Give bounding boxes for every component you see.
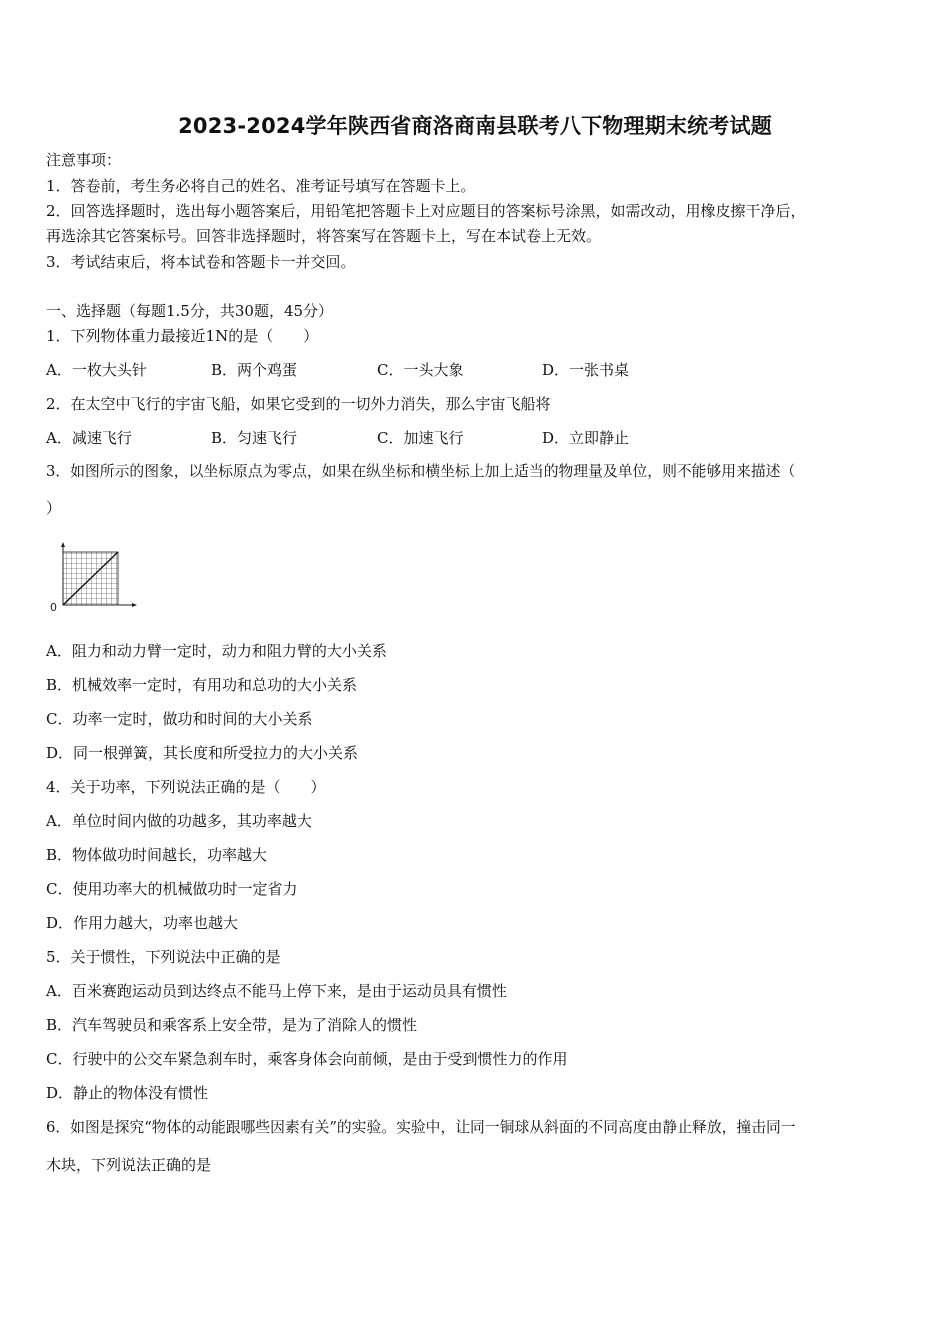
q4-option-b: B．物体做功时间越长，功率越大 bbox=[46, 846, 268, 864]
q3-option-d: D．同一根弹簧，其长度和所受拉力的大小关系 bbox=[46, 744, 359, 762]
notice-item-2-cont: 再选涂其它答案标号。回答非选择题时，将答案写在答题卡上，写在本试卷上无效。 bbox=[46, 227, 602, 245]
notice-item-3: 3．考试结束后，将本试卷和答题卡一并交回。 bbox=[46, 253, 356, 271]
q5-option-b: B．汽车驾驶员和乘客系上安全带，是为了消除人的惯性 bbox=[46, 1016, 418, 1034]
question-6-stem: 6．如图是探究“物体的动能跟哪些因素有关”的实验。实验中，让同一铜球从斜面的不同高度由静止释放，撞击同一 bbox=[46, 1119, 796, 1136]
q3-option-b: B．机械效率一定时，有用功和总功的大小关系 bbox=[46, 676, 358, 694]
question-5-stem: 5．关于惯性，下列说法中正确的是 bbox=[46, 948, 281, 966]
question-3-stem: 3．如图所示的图象，以坐标原点为零点，如果在纵坐标和横坐标上加上适当的物理量及单位，则不能够用来描述（ bbox=[46, 463, 796, 480]
q3-option-a: A．阻力和动力臂一定时，动力和阻力臂的大小关系 bbox=[46, 642, 387, 660]
question-4-stem: 4．关于功率，下列说法正确的是（ ） bbox=[46, 778, 326, 796]
graph-origin-label: 0 bbox=[50, 601, 57, 614]
q1-option-c: C．一头大象 bbox=[377, 361, 464, 379]
q2-option-b: B．匀速飞行 bbox=[211, 429, 298, 447]
q5-option-c: C．行驶中的公交车紧急刹车时，乘客身体会向前倾，是由于受到惯性力的作用 bbox=[46, 1050, 568, 1068]
q5-option-d: D．静止的物体没有惯性 bbox=[46, 1084, 209, 1102]
question-1-stem: 1．下列物体重力最接近1N的是（ ） bbox=[46, 327, 319, 345]
question-2-stem: 2．在太空中飞行的宇宙飞船，如果它受到的一切外力消失，那么宇宙飞船将 bbox=[46, 395, 551, 413]
q2-option-d: D．立即静止 bbox=[542, 429, 630, 447]
notice-item-1: 1．答卷前，考生务必将自己的姓名、准考证号填写在答题卡上。 bbox=[46, 177, 476, 195]
q2-option-c: C．加速飞行 bbox=[377, 429, 464, 447]
q1-option-d: D．一张书桌 bbox=[542, 361, 630, 379]
question-3-stem-end: ） bbox=[46, 499, 62, 517]
proportional-graph bbox=[46, 538, 146, 618]
notice-item-2: 2．回答选择题时，选出每小题答案后，用铅笔把答题卡上对应题目的答案标号涂黑，如需改动，用橡皮擦干净后， bbox=[46, 202, 806, 220]
question-6-stem-cont: 木块，下列说法正确的是 bbox=[46, 1156, 212, 1174]
section-heading: 一、选择题（每题1.5分，共30题，45分） bbox=[46, 302, 334, 320]
q3-option-c: C．功率一定时，做功和时间的大小关系 bbox=[46, 710, 313, 728]
q1-option-b: B．两个鸡蛋 bbox=[211, 361, 298, 379]
notice-heading: 注意事项： bbox=[46, 151, 122, 169]
q4-option-a: A．单位时间内做的功越多，其功率越大 bbox=[46, 812, 312, 830]
q5-option-a: A．百米赛跑运动员到达终点不能马上停下来，是由于运动员具有惯性 bbox=[46, 982, 507, 1000]
q1-option-a: A．一枚大头针 bbox=[46, 361, 147, 379]
q4-option-d: D．作用力越大，功率也越大 bbox=[46, 914, 239, 932]
exam-title: 2023-2024学年陕西省商洛商南县联考八下物理期末统考试题 bbox=[178, 114, 772, 138]
q4-option-c: C．使用功率大的机械做功时一定省力 bbox=[46, 880, 298, 898]
q2-option-a: A．减速飞行 bbox=[46, 429, 132, 447]
